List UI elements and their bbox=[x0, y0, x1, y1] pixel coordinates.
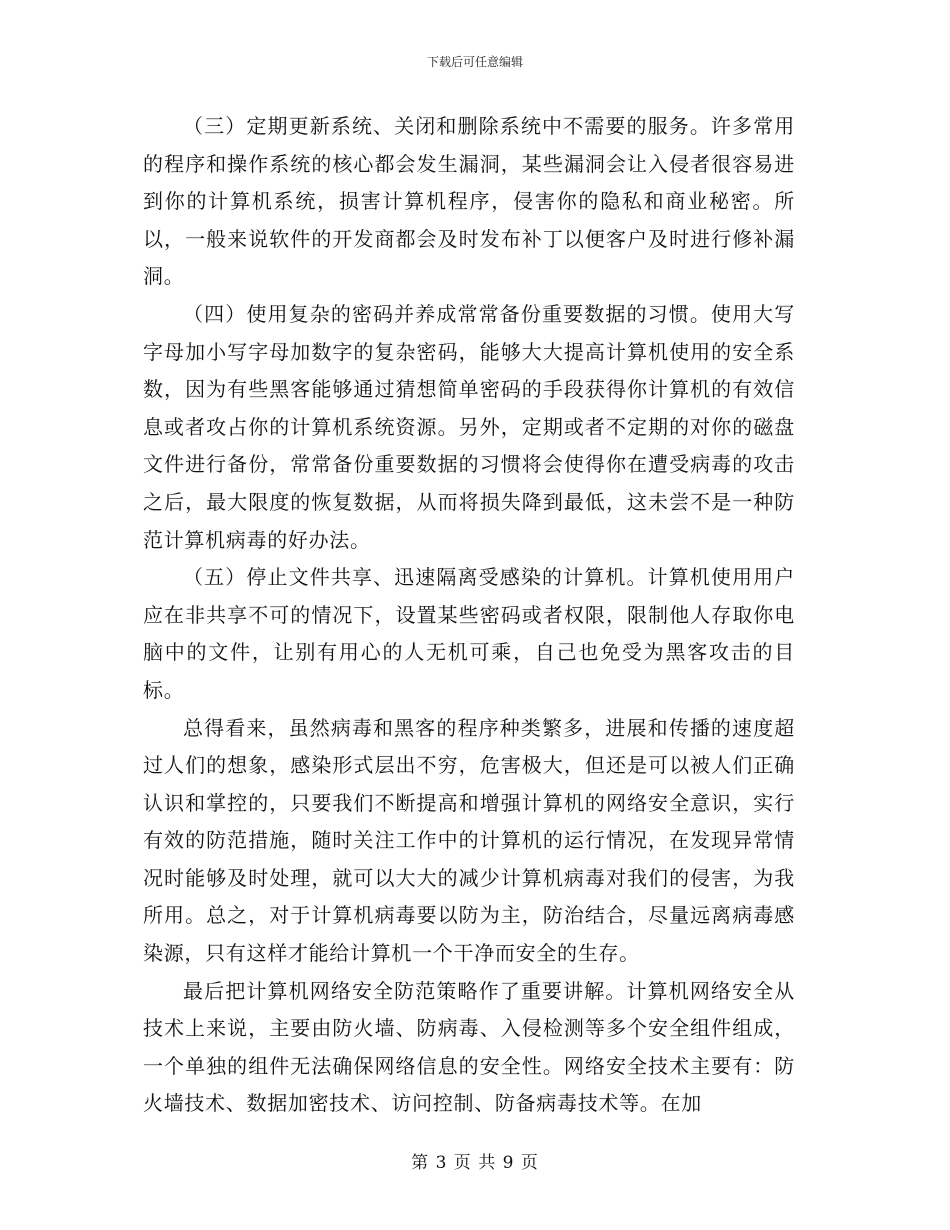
paragraph-summary: 总得看来，虽然病毒和黑客的程序种类繁多，进展和传播的速度超过人们的想象，感染形式层出不穷，危害极大，但还是可以被人们正确认识和掌控的，只要我们不断提高和增强计算机的网络安全意识，实行有效的防范措施，随时关注工作中的计算机的运行情况，在发现异常情况时能够及时处理，就可以大大的减少计算机病毒对我们的侵害，为我所用。总之，对于计算机病毒要以防为主，防治结合，尽量远离病毒感染源，只有这样才能给计算机一个干净而安全的生存。 bbox=[143, 715, 795, 966]
page-header: 下载后可任意编辑 bbox=[426, 55, 523, 69]
paragraph-section-5: （五）停止文件共享、迅速隔离受感染的计算机。计算机使用用户应在非共享不可的情况下，设置某些密码或者权限，限制他人存取你电脑中的文件，让别有用心的人无机可乘，自己也免受为黑客攻击的目标。 bbox=[143, 565, 795, 702]
paragraph-security-strategy: 最后把计算机网络安全防范策略作了重要讲解。计算机网络安全从技术上来说，主要由防火墙、防病毒、入侵检测等多个安全组件组成，一个单独的组件无法确保网络信息的安全性。网络安全技术主要有：防火墙技术、数据加密技术、访问控制、防备病毒技术等。在加 bbox=[143, 978, 795, 1116]
paragraph-section-3: （三）定期更新系统、关闭和删除系统中不需要的服务。许多常用的程序和操作系统的核心都会发生漏洞，某些漏洞会让入侵者很容易进到你的计算机系统，损害计算机程序，侵害你的隐私和商业秘密。所以，一般来说软件的开发商都会及时发布补丁以便客户及时进行修补漏洞。 bbox=[143, 114, 795, 289]
document-body bbox=[143, 108, 795, 1123]
page-footer: 第 3 页 共 9 页 bbox=[411, 1153, 539, 1173]
paragraph-section-4: （四）使用复杂的密码并养成常常备份重要数据的习惯。使用大写字母加小写字母加数字的复杂密码，能够大大提高计算机使用的安全系数，因为有些黑客能够通过猜想简单密码的手段获得你计算机的有效信息或者攻占你的计算机系统资源。另外，定期或者不定期的对你的磁盘文件进行备份，常常备份重要数据的习惯将会使得你在遭受病毒的攻击之后，最大限度的恢复数据，从而将损失降到最低，这未尝不是一种防范计算机病毒的好办法。 bbox=[143, 301, 795, 552]
